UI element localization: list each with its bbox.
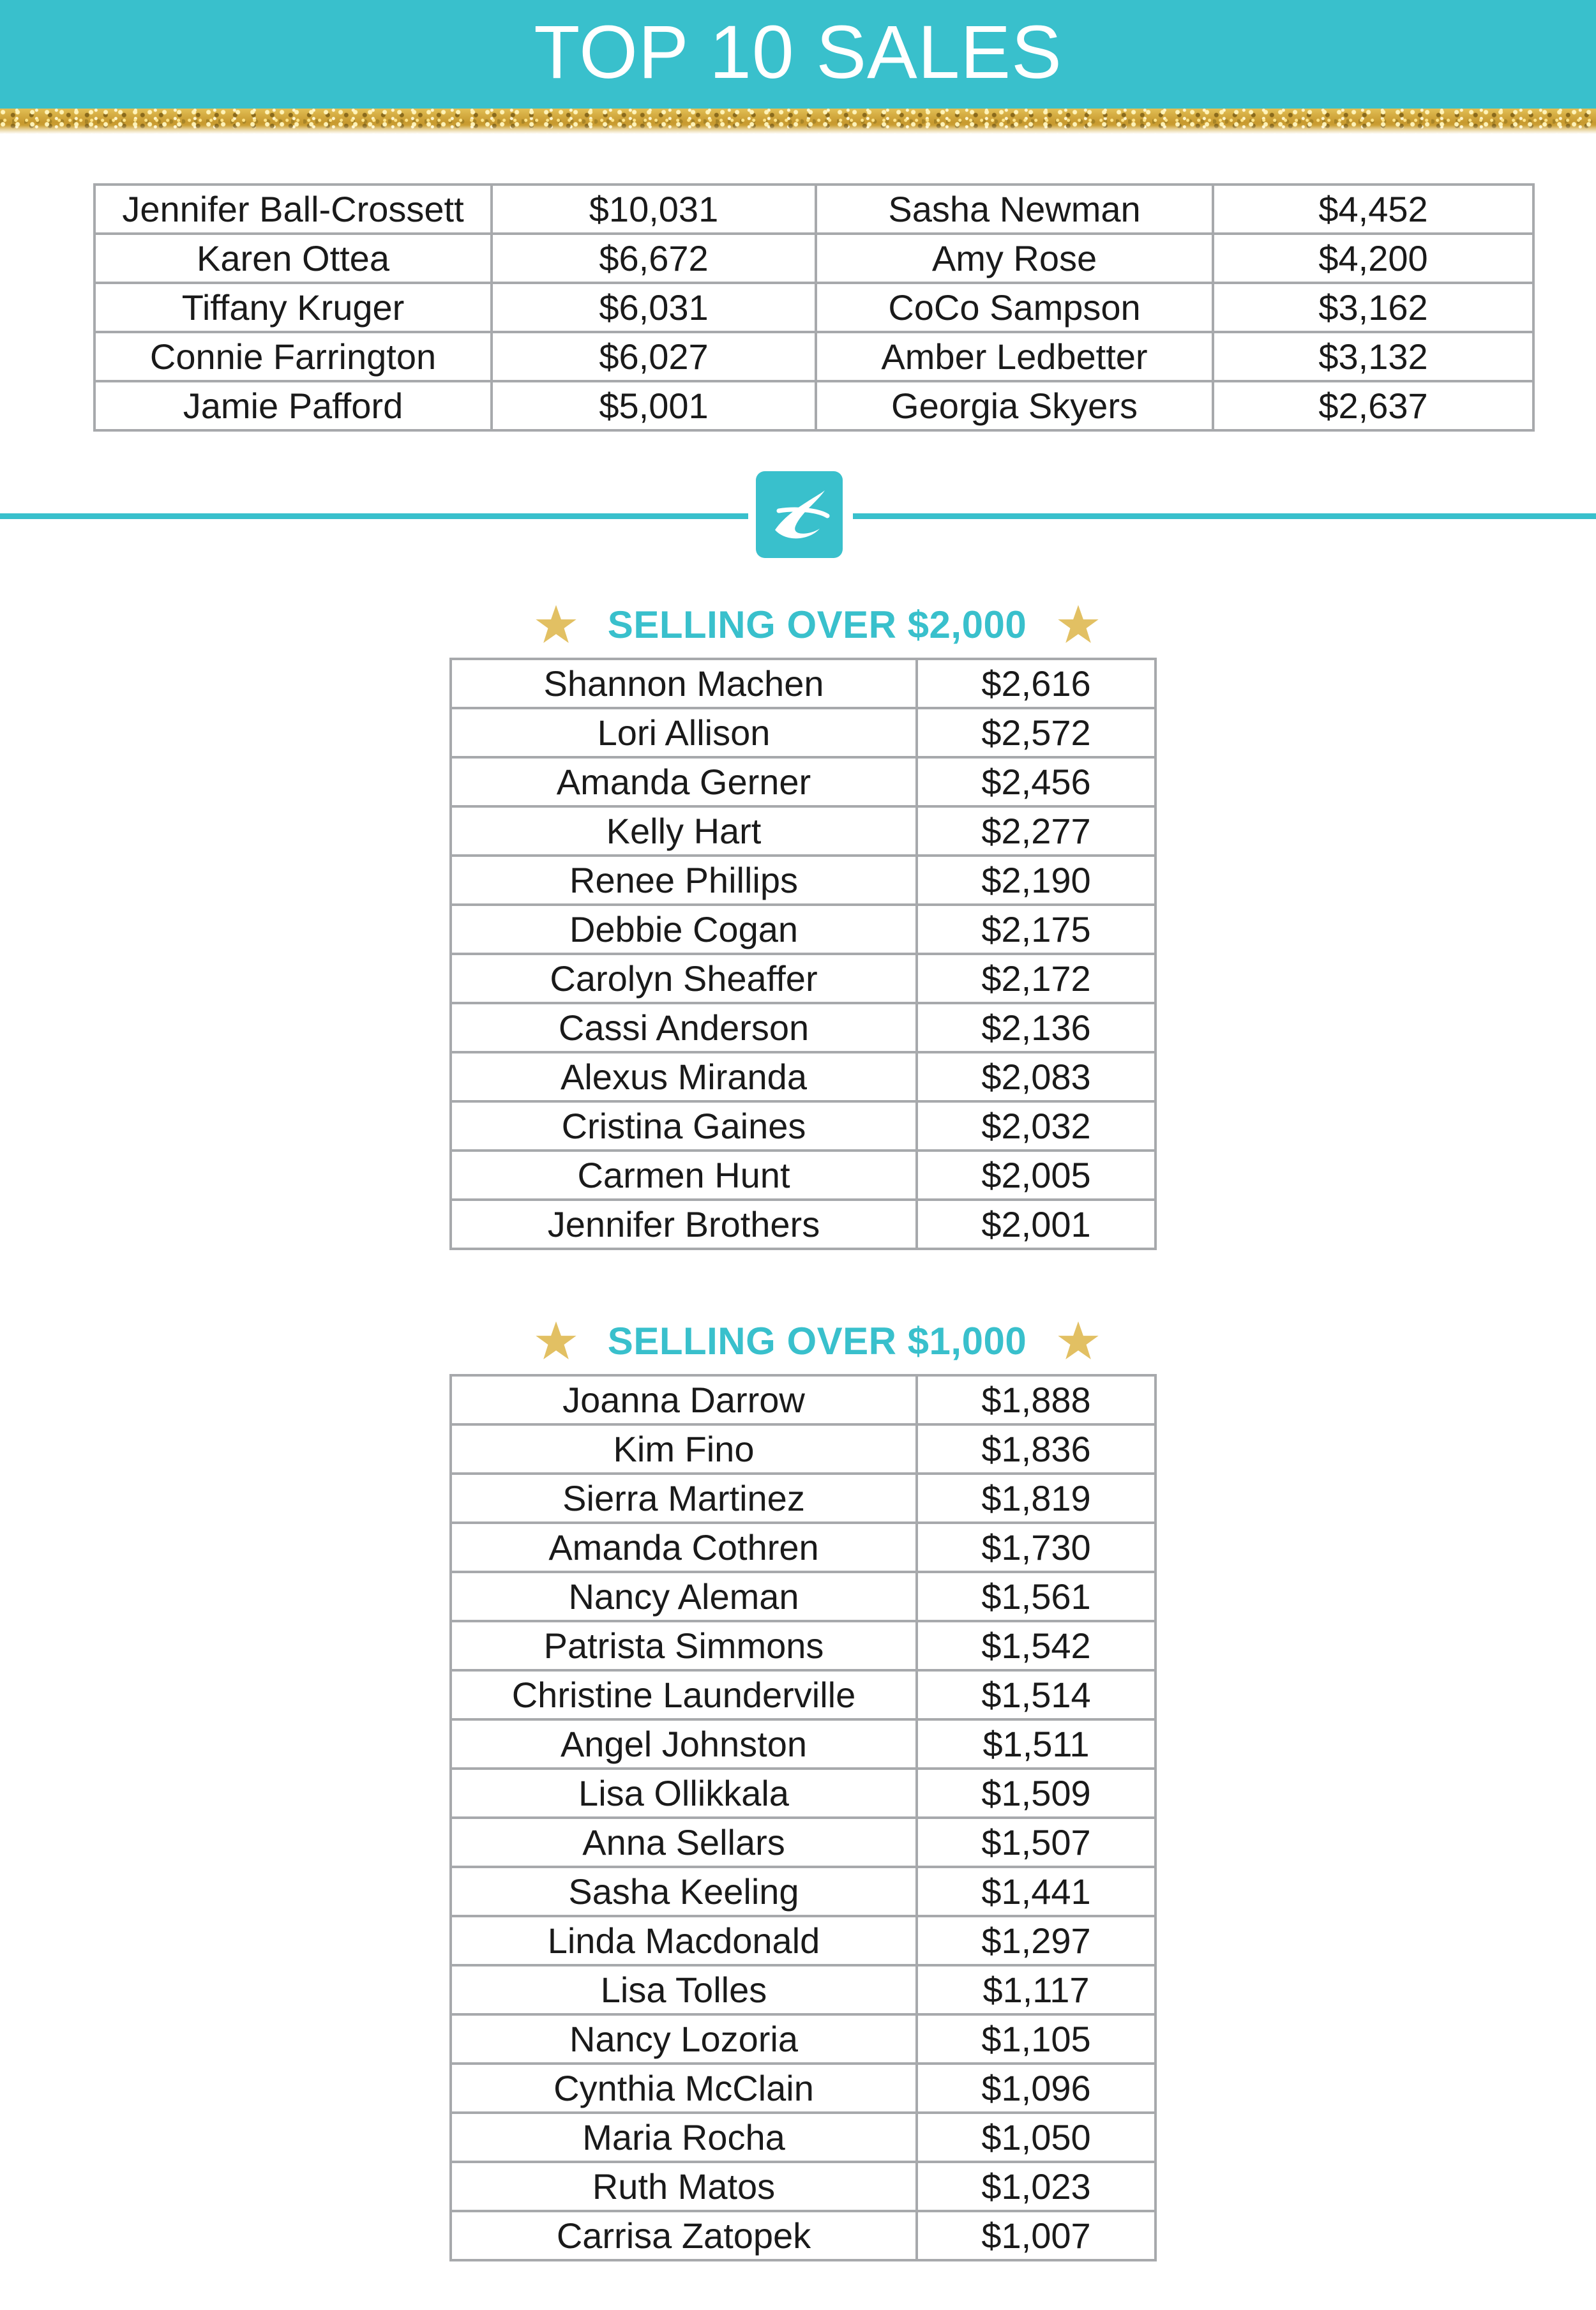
sales-amount: $1,441 (917, 1867, 1156, 1916)
seller-name: Renee Phillips (451, 856, 917, 905)
sales-amount: $5,001 (492, 381, 816, 430)
table-row (94, 332, 1533, 381)
sales-amount: $10,031 (492, 185, 816, 234)
over-1000-table (449, 1374, 1157, 2261)
table-row (451, 2113, 1156, 2162)
seller-name: Karen Ottea (94, 234, 492, 283)
section-title: SELLING OVER $2,000 (607, 603, 1027, 646)
table-row (451, 708, 1156, 757)
sales-amount: $1,561 (917, 1572, 1156, 1621)
table-row (451, 1474, 1156, 1523)
seller-name: Cassi Anderson (451, 1003, 917, 1052)
sales-amount: $1,514 (917, 1670, 1156, 1719)
seller-name: Shannon Machen (451, 659, 917, 708)
table-row (451, 1052, 1156, 1101)
seller-name: Carolyn Sheaffer (451, 954, 917, 1003)
table-row (451, 1719, 1156, 1769)
sales-amount: $2,190 (917, 856, 1156, 905)
table-row (451, 1916, 1156, 1965)
sales-amount: $2,616 (917, 659, 1156, 708)
table-row (451, 856, 1156, 905)
seller-name: Joanna Darrow (451, 1375, 917, 1424)
table-row (451, 1621, 1156, 1670)
sales-amount: $4,200 (1213, 234, 1533, 283)
top-10-table (93, 183, 1535, 432)
sales-amount: $3,132 (1213, 332, 1533, 381)
seller-name: Amy Rose (816, 234, 1213, 283)
table-row (451, 1101, 1156, 1151)
sales-amount: $1,542 (917, 1621, 1156, 1670)
sales-amount: $2,136 (917, 1003, 1156, 1052)
star-icon (535, 1320, 577, 1362)
table-row (451, 1375, 1156, 1424)
seller-name: Amanda Cothren (451, 1523, 917, 1572)
sales-amount: $2,172 (917, 954, 1156, 1003)
sales-amount: $6,672 (492, 234, 816, 283)
sales-amount: $1,836 (917, 1424, 1156, 1474)
sales-amount: $6,027 (492, 332, 816, 381)
sales-amount: $6,031 (492, 283, 816, 332)
section-title: SELLING OVER $1,000 (607, 1319, 1027, 1363)
seller-name: Sierra Martinez (451, 1474, 917, 1523)
seller-name: Georgia Skyers (816, 381, 1213, 430)
seller-name: CoCo Sampson (816, 283, 1213, 332)
page-title: TOP 10 SALES (534, 10, 1062, 94)
table-row (94, 185, 1533, 234)
seller-name: Angel Johnston (451, 1719, 917, 1769)
seller-name: Cynthia McClain (451, 2064, 917, 2113)
sales-amount: $1,509 (917, 1769, 1156, 1818)
table-row (451, 1523, 1156, 1572)
seller-name: Tiffany Kruger (94, 283, 492, 332)
star-icon (1057, 1320, 1099, 1362)
seller-name: Amanda Gerner (451, 757, 917, 806)
seller-name: Carrisa Zatopek (451, 2211, 917, 2260)
sales-amount: $2,175 (917, 905, 1156, 954)
sales-amount: $1,511 (917, 1719, 1156, 1769)
table-row (451, 1965, 1156, 2014)
divider-line-right (853, 513, 1596, 519)
star-icon (1057, 603, 1099, 645)
sales-amount: $1,105 (917, 2014, 1156, 2064)
table-row (94, 283, 1533, 332)
table-row (451, 1572, 1156, 1621)
sales-amount: $3,162 (1213, 283, 1533, 332)
table-row (451, 1769, 1156, 1818)
table-row (451, 954, 1156, 1003)
sales-amount: $2,001 (917, 1200, 1156, 1249)
sales-amount: $1,050 (917, 2113, 1156, 2162)
table-row (451, 659, 1156, 708)
seller-name: Maria Rocha (451, 2113, 917, 2162)
sales-amount: $1,297 (917, 1916, 1156, 1965)
seller-name: Kelly Hart (451, 806, 917, 856)
table-row (451, 2162, 1156, 2211)
glitter-fade (0, 125, 1596, 134)
seller-name: Amber Ledbetter (816, 332, 1213, 381)
table-row (451, 757, 1156, 806)
sales-amount: $1,730 (917, 1523, 1156, 1572)
table-row (451, 1151, 1156, 1200)
sales-amount: $2,005 (917, 1151, 1156, 1200)
table-row (451, 2211, 1156, 2260)
sales-amount: $1,888 (917, 1375, 1156, 1424)
section-heading-over-2000 (530, 599, 1104, 650)
header-banner (0, 0, 1596, 109)
seller-name: Anna Sellars (451, 1818, 917, 1867)
sales-amount: $2,456 (917, 757, 1156, 806)
seller-name: Debbie Cogan (451, 905, 917, 954)
seller-name: Lori Allison (451, 708, 917, 757)
seller-name: Lisa Ollikkala (451, 1769, 917, 1818)
table-row (451, 806, 1156, 856)
table-row (451, 1200, 1156, 1249)
seller-name: Connie Farrington (94, 332, 492, 381)
seller-name: Jennifer Ball-Crossett (94, 185, 492, 234)
seller-name: Nancy Lozoria (451, 2014, 917, 2064)
sales-amount: $1,023 (917, 2162, 1156, 2211)
table-row (451, 2014, 1156, 2064)
sales-amount: $2,083 (917, 1052, 1156, 1101)
sales-amount: $4,452 (1213, 185, 1533, 234)
seller-name: Jamie Pafford (94, 381, 492, 430)
table-row (451, 1424, 1156, 1474)
over-2000-table (449, 658, 1157, 1250)
sales-amount: $2,637 (1213, 381, 1533, 430)
table-row (451, 905, 1156, 954)
seller-name: Linda Macdonald (451, 1916, 917, 1965)
sales-amount: $2,032 (917, 1101, 1156, 1151)
seller-name: Sasha Keeling (451, 1867, 917, 1916)
seller-name: Kim Fino (451, 1424, 917, 1474)
seller-name: Ruth Matos (451, 2162, 917, 2211)
sales-amount: $1,819 (917, 1474, 1156, 1523)
table-row (451, 1818, 1156, 1867)
section-heading-over-1000 (530, 1315, 1104, 1366)
sales-amount: $1,096 (917, 2064, 1156, 2113)
seller-name: Alexus Miranda (451, 1052, 917, 1101)
table-row (94, 381, 1533, 430)
table-row (451, 1003, 1156, 1052)
seller-name: Lisa Tolles (451, 1965, 917, 2014)
seller-name: Jennifer Brothers (451, 1200, 917, 1249)
sales-amount: $1,507 (917, 1818, 1156, 1867)
table-row (451, 1670, 1156, 1719)
star-icon (535, 603, 577, 645)
sales-amount: $1,007 (917, 2211, 1156, 2260)
seller-name: Patrista Simmons (451, 1621, 917, 1670)
sales-amount: $2,277 (917, 806, 1156, 856)
brand-logo-icon (756, 471, 843, 558)
seller-name: Cristina Gaines (451, 1101, 917, 1151)
sales-amount: $1,117 (917, 1965, 1156, 2014)
seller-name: Nancy Aleman (451, 1572, 917, 1621)
table-row (451, 1867, 1156, 1916)
table-row (451, 2064, 1156, 2113)
sales-amount: $2,572 (917, 708, 1156, 757)
table-row (94, 234, 1533, 283)
divider-line-left (0, 513, 748, 519)
seller-name: Carmen Hunt (451, 1151, 917, 1200)
seller-name: Sasha Newman (816, 185, 1213, 234)
seller-name: Christine Launderville (451, 1670, 917, 1719)
